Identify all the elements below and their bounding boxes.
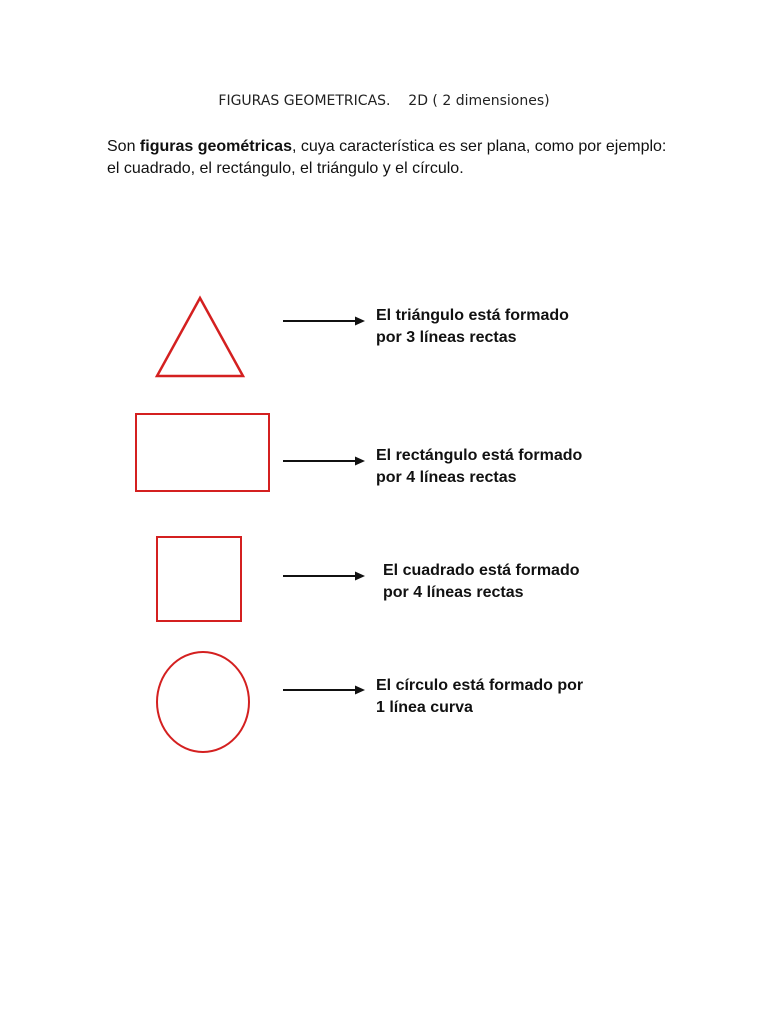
title-sub: 2D ( 2 dimensiones) <box>408 93 550 109</box>
triangle-shape <box>152 294 248 380</box>
intro-bold-term: figuras geométricas <box>139 138 292 155</box>
title-main: FIGURAS GEOMETRICAS. <box>218 93 391 109</box>
triangle-label-line2: por 3 líneas rectas <box>376 329 517 346</box>
intro-prefix: Son <box>107 138 140 155</box>
arrow-icon <box>283 315 365 327</box>
rectangle-shape <box>135 413 270 492</box>
triangle-label <box>376 305 636 349</box>
triangle-label-line1: El triángulo está formado <box>376 307 569 324</box>
circle-shape <box>156 651 250 753</box>
arrow-icon <box>283 684 365 696</box>
square-label-line2: por 4 líneas rectas <box>383 584 524 601</box>
square-label-line1: El cuadrado está formado <box>383 562 580 579</box>
arrow-icon <box>283 570 365 582</box>
square-label <box>383 560 643 604</box>
circle-label <box>376 675 636 719</box>
intro-paragraph <box>107 136 667 180</box>
rectangle-label-line2: por 4 líneas rectas <box>376 469 517 486</box>
page-title <box>0 93 768 109</box>
rectangle-label-line1: El rectángulo está formado <box>376 447 583 464</box>
circle-label-line1: El círculo está formado por <box>376 677 584 694</box>
rectangle-label <box>376 445 636 489</box>
square-shape <box>156 536 242 622</box>
circle-label-line2: 1 línea curva <box>376 699 473 716</box>
intro-rest: , cuya característica es ser plana, como por ejemplo: el cuadrado, el rectángulo, el triángulo y el círculo. <box>107 138 667 177</box>
arrow-icon <box>283 455 365 467</box>
